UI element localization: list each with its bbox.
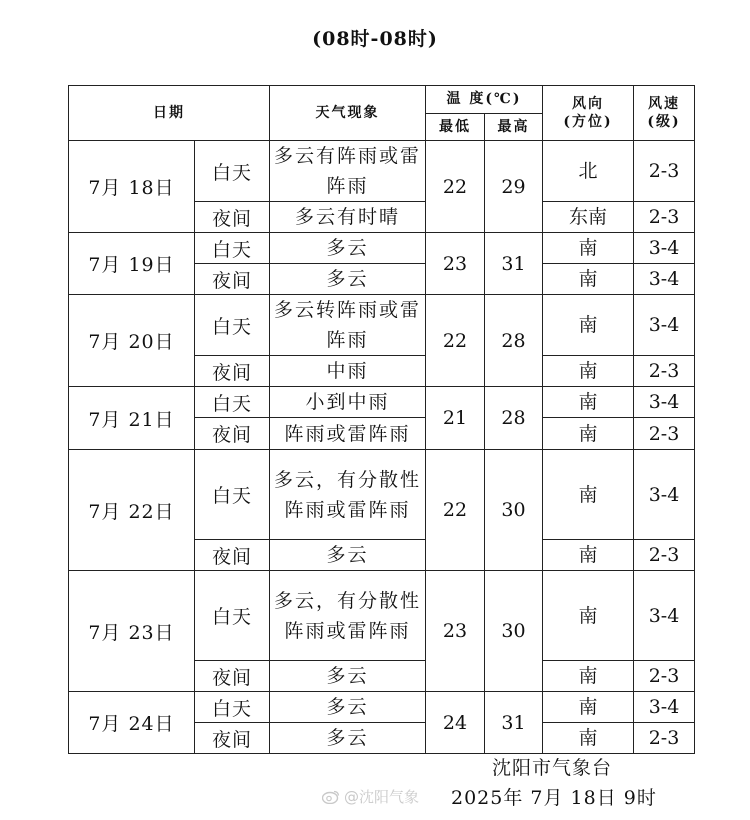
wind-direction-day: 北	[543, 141, 634, 202]
issuer: 沈阳市气象台	[492, 757, 613, 779]
wind-speed-day: 3-4	[634, 450, 695, 540]
watermark	[322, 786, 419, 807]
temp-low: 21	[426, 387, 485, 450]
header-weather: 天气现象	[270, 86, 426, 141]
weather-day: 小到中雨	[270, 387, 426, 418]
period-day: 白天	[195, 233, 270, 264]
wind-direction-night: 南	[543, 540, 634, 571]
weather-day: 多云，有分散性阵雨或雷阵雨	[270, 450, 426, 540]
temp-high: 31	[485, 692, 543, 754]
wind-speed-day: 3-4	[634, 295, 695, 356]
wind-direction-night: 南	[543, 418, 634, 450]
header-wind-speed	[634, 86, 695, 141]
period-night: 夜间	[195, 356, 270, 387]
weibo-icon	[322, 789, 340, 804]
header-temperature: 温 度(℃)	[426, 86, 543, 114]
day-date: 7月 24日	[69, 692, 195, 754]
weather-day: 多云有阵雨或雷阵雨	[270, 141, 426, 202]
weather-day: 多云	[270, 233, 426, 264]
wind-speed-night: 2-3	[634, 356, 695, 387]
wind-direction-night: 东南	[543, 202, 634, 233]
wind-direction-day: 南	[543, 450, 634, 540]
temp-low: 22	[426, 295, 485, 387]
weather-night: 多云	[270, 723, 426, 754]
header-temp-low: 最低	[426, 114, 485, 141]
wind-speed-night: 2-3	[634, 661, 695, 692]
temp-high: 30	[485, 450, 543, 571]
weather-night: 多云	[270, 264, 426, 295]
weather-night: 多云	[270, 661, 426, 692]
header-date: 日期	[69, 86, 270, 141]
temp-low: 22	[426, 141, 485, 233]
wind-speed-day: 3-4	[634, 233, 695, 264]
wind-direction-night: 南	[543, 264, 634, 295]
temp-high: 28	[485, 387, 543, 450]
wind-direction-day: 南	[543, 387, 634, 418]
temp-high: 31	[485, 233, 543, 295]
day-date: 7月 19日	[69, 233, 195, 295]
wind-direction-night: 南	[543, 723, 634, 754]
temp-high: 28	[485, 295, 543, 387]
wind-speed-day: 3-4	[634, 387, 695, 418]
period-night: 夜间	[195, 264, 270, 295]
day-date: 7月 20日	[69, 295, 195, 387]
wind-speed-night: 2-3	[634, 418, 695, 450]
weather-night: 多云	[270, 540, 426, 571]
weather-day: 多云转阵雨或雷阵雨	[270, 295, 426, 356]
temp-high: 29	[485, 141, 543, 233]
period-night: 夜间	[195, 540, 270, 571]
period-day: 白天	[195, 450, 270, 540]
wind-direction-day: 南	[543, 571, 634, 661]
wind-speed-night: 2-3	[634, 202, 695, 233]
weather-day: 多云，有分散性阵雨或雷阵雨	[270, 571, 426, 661]
header-wind-speed-line2: (级)	[647, 114, 681, 130]
wind-speed-day: 3-4	[634, 692, 695, 723]
wind-speed-day: 2-3	[634, 141, 695, 202]
header-wind-direction-line1: 风向	[572, 95, 604, 112]
wind-direction-night: 南	[543, 356, 634, 387]
day-date: 7月 21日	[69, 387, 195, 450]
page-title: (08时-08时)	[312, 28, 438, 50]
wind-speed-night: 2-3	[634, 540, 695, 571]
wind-direction-day: 南	[543, 692, 634, 723]
forecast-table	[68, 85, 695, 754]
wind-speed-day: 3-4	[634, 571, 695, 661]
header-temp-high: 最高	[485, 114, 543, 141]
wind-direction-night: 南	[543, 661, 634, 692]
weather-night: 多云有时晴	[270, 202, 426, 233]
watermark-text: @沈阳气象	[344, 788, 420, 806]
period-night: 夜间	[195, 202, 270, 233]
day-date: 7月 18日	[69, 141, 195, 233]
period-day: 白天	[195, 387, 270, 418]
temp-high: 30	[485, 571, 543, 692]
weather-night: 阵雨或雷阵雨	[270, 418, 426, 450]
day-date: 7月 22日	[69, 450, 195, 571]
header-wind-speed-line1: 风速	[648, 95, 680, 112]
wind-direction-day: 南	[543, 233, 634, 264]
period-day: 白天	[195, 295, 270, 356]
temp-low: 24	[426, 692, 485, 754]
weather-night: 中雨	[270, 356, 426, 387]
wind-speed-night: 2-3	[634, 723, 695, 754]
header-wind-direction-line2: (方位)	[563, 114, 613, 130]
period-day: 白天	[195, 141, 270, 202]
period-night: 夜间	[195, 418, 270, 450]
period-day: 白天	[195, 692, 270, 723]
wind-speed-night: 3-4	[634, 264, 695, 295]
header-wind-direction	[543, 86, 634, 141]
wind-direction-day: 南	[543, 295, 634, 356]
issue-time: 2025年 7月 18日 9时	[451, 787, 657, 809]
temp-low: 23	[426, 571, 485, 692]
period-night: 夜间	[195, 661, 270, 692]
period-day: 白天	[195, 571, 270, 661]
period-night: 夜间	[195, 723, 270, 754]
temp-low: 22	[426, 450, 485, 571]
weather-day: 多云	[270, 692, 426, 723]
day-date: 7月 23日	[69, 571, 195, 692]
temp-low: 23	[426, 233, 485, 295]
